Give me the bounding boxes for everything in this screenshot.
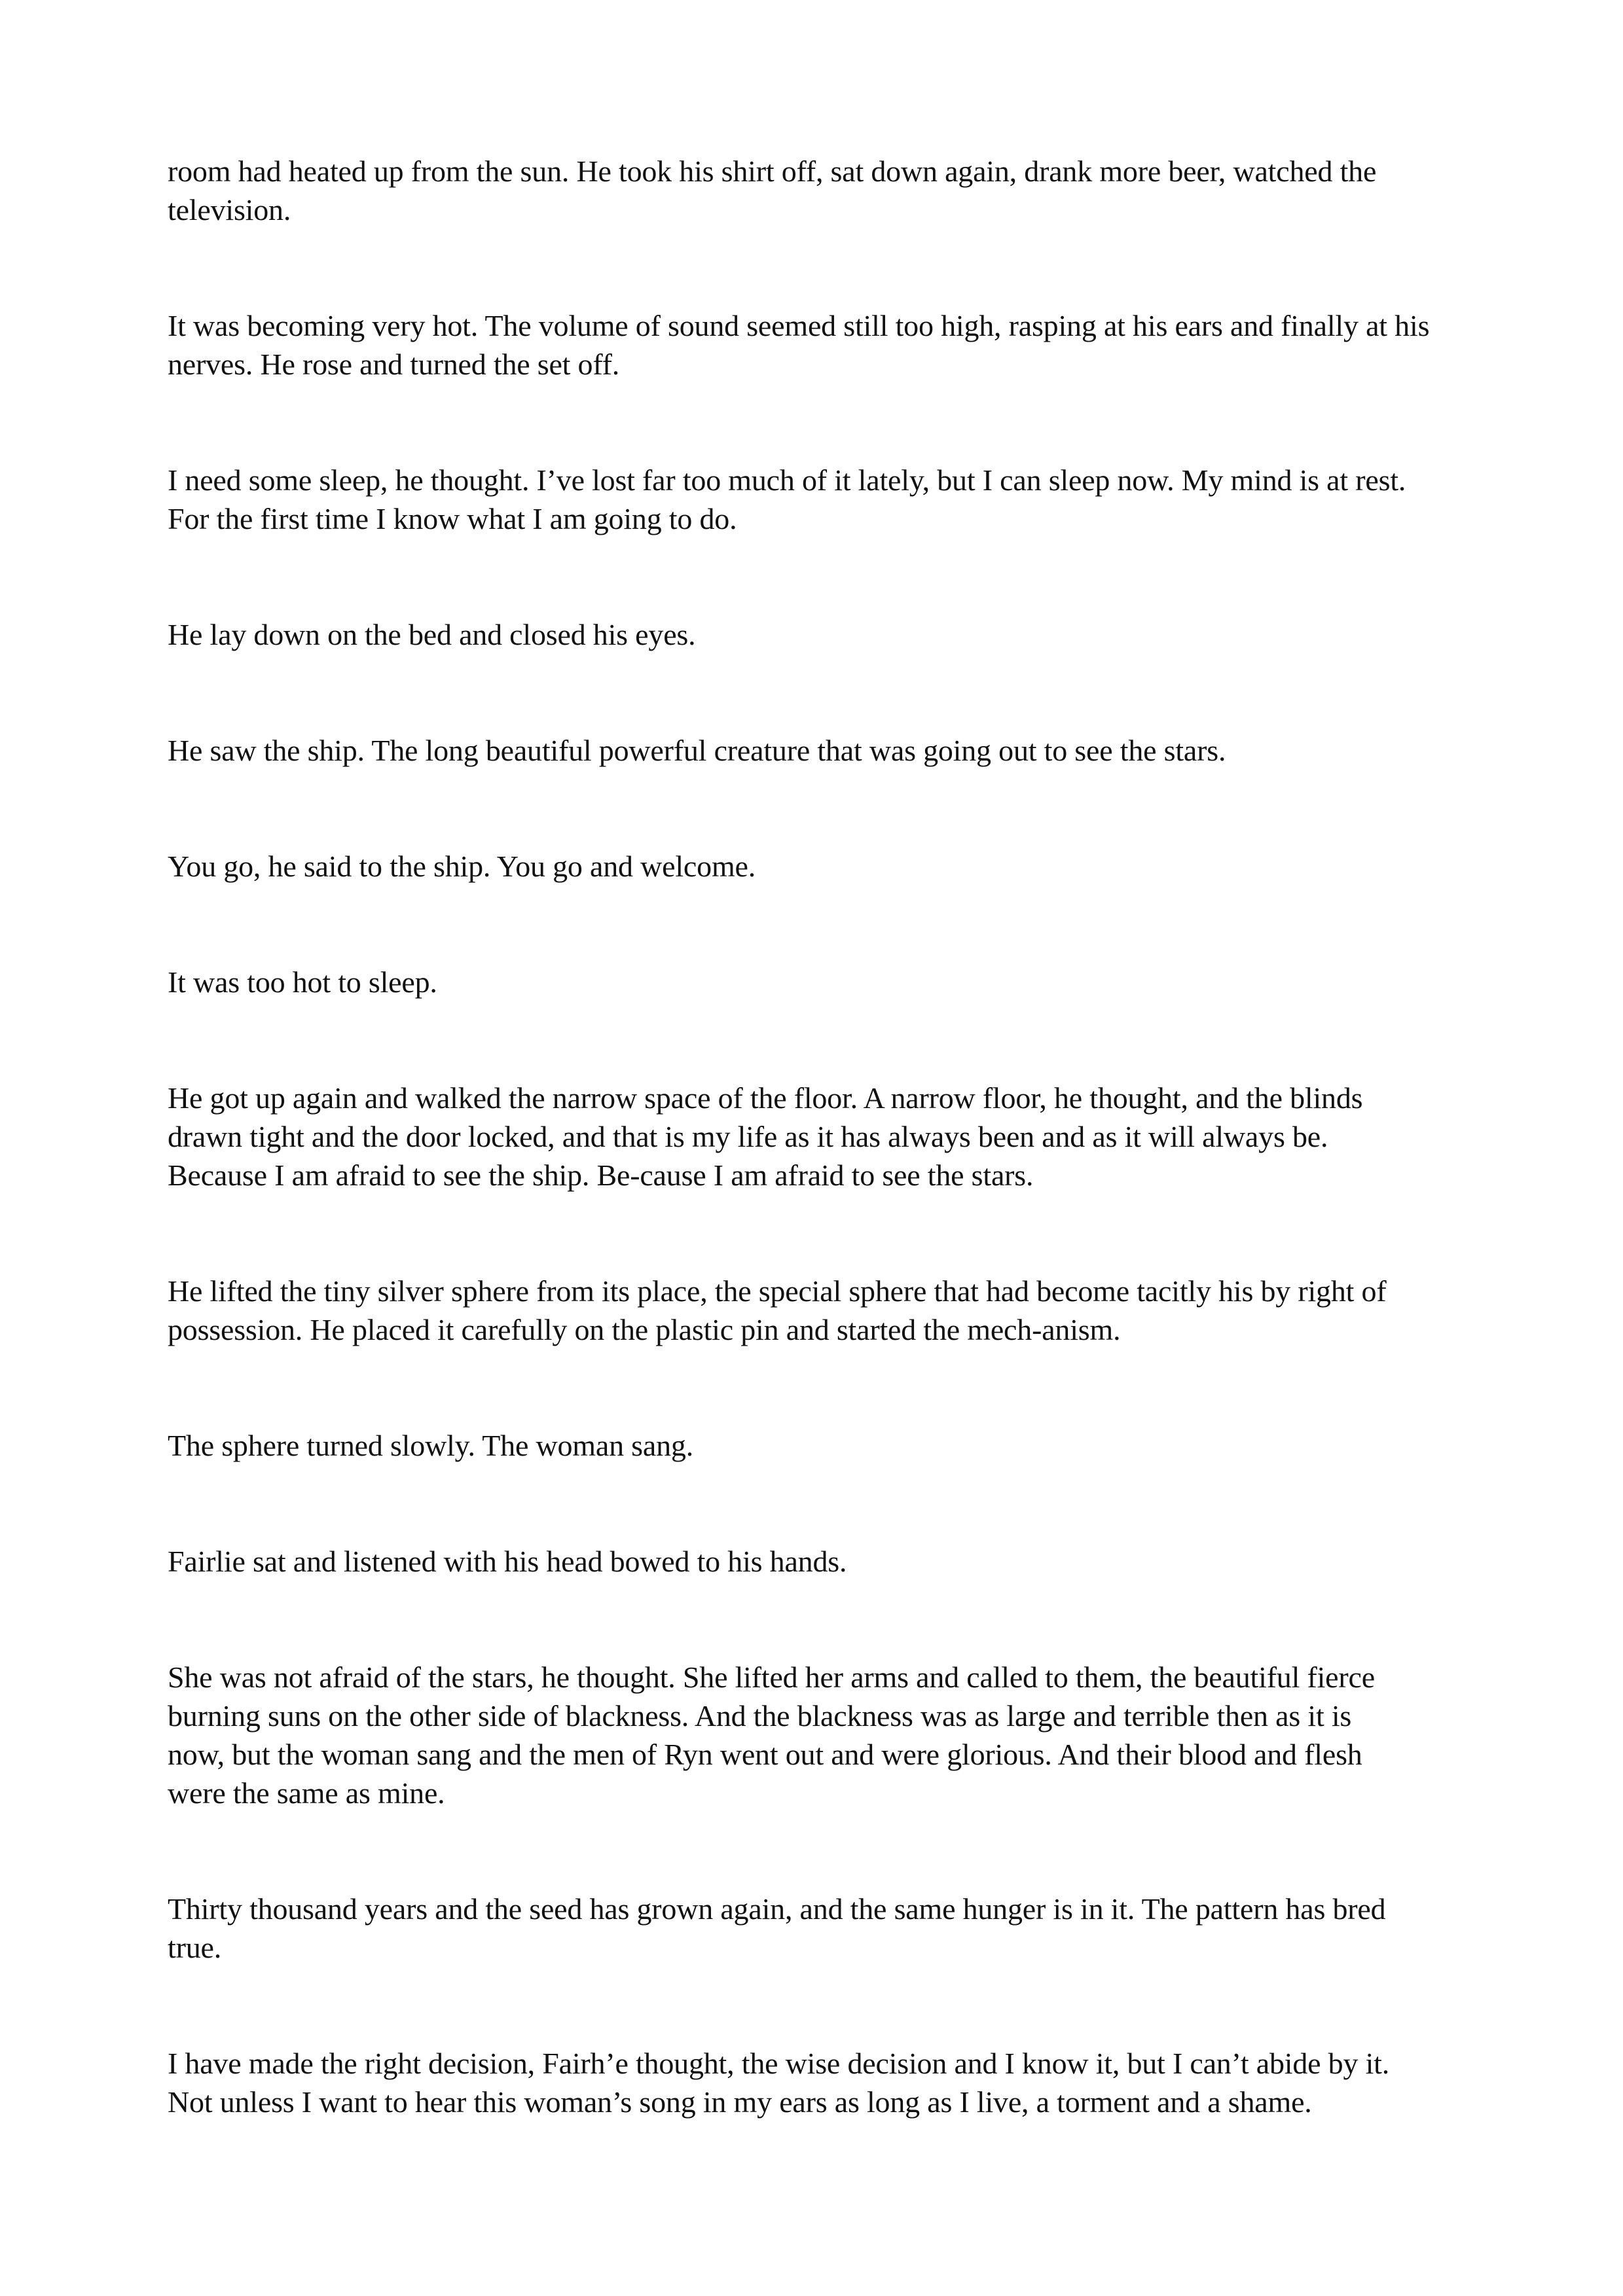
paragraph-7: It was too hot to sleep. <box>168 965 437 999</box>
paragraph-13: Thirty thousand years and the seed has grown again, and the same hunger is in it. The pattern has bred true. <box>168 1892 1386 1964</box>
body-text <box>168 152 1477 2198</box>
paragraph-9: He lifted the tiny silver sphere from its place, the special sphere that had become tacitly his by right of possession. He placed it carefully on the plastic pin and started the mech-anism. <box>168 1274 1387 1346</box>
paragraph-8: He got up again and walked the narrow space of the floor. A narrow floor, he thought, and the blinds drawn tight and the door locked, and that is my life as it has always been and as it will always be. Because I am afraid to see the ship. Be-cause I am afraid to see the stars. <box>168 1081 1363 1192</box>
paragraph-2: It was becoming very hot. The volume of sound seemed still too high, rasping at his ears and finally at his nerves. He rose and turned the set off. <box>168 309 1430 381</box>
paragraph-14: I have made the right decision, Fairh’e thought, the wise decision and I know it, but I can’t abide by it. Not unless I want to hear this woman’s song in my ears as long as I live, a torment and a shame. <box>168 2047 1390 2119</box>
paragraph-4: He lay down on the bed and closed his eyes. <box>168 618 696 651</box>
paragraph-6: You go, he said to the ship. You go and welcome. <box>168 850 756 883</box>
paragraph-11: Fairlie sat and listened with his head bowed to his hands. <box>168 1545 847 1578</box>
paragraph-10: The sphere turned slowly. The woman sang. <box>168 1429 693 1462</box>
paragraph-12: She was not afraid of the stars, he thought. She lifted her arms and called to them, the beautiful fierce burning suns on the other side of blackness. And the blackness was as large and terrible then as it is now, but the woman sang and the men of Ryn went out and were glorious. And their blood and flesh were the same as mine. <box>168 1660 1375 1810</box>
paragraph-3: I need some sleep, he thought. I’ve lost far too much of it lately, but I can sleep now. My mind is at rest. For the first time I know what I am going to do. <box>168 463 1406 535</box>
paragraph-5: He saw the ship. The long beautiful powerful creature that was going out to see the stars. <box>168 734 1226 767</box>
paragraph-1: room had heated up from the sun. He took his shirt off, sat down again, drank more beer, watched the television. <box>168 154 1377 226</box>
